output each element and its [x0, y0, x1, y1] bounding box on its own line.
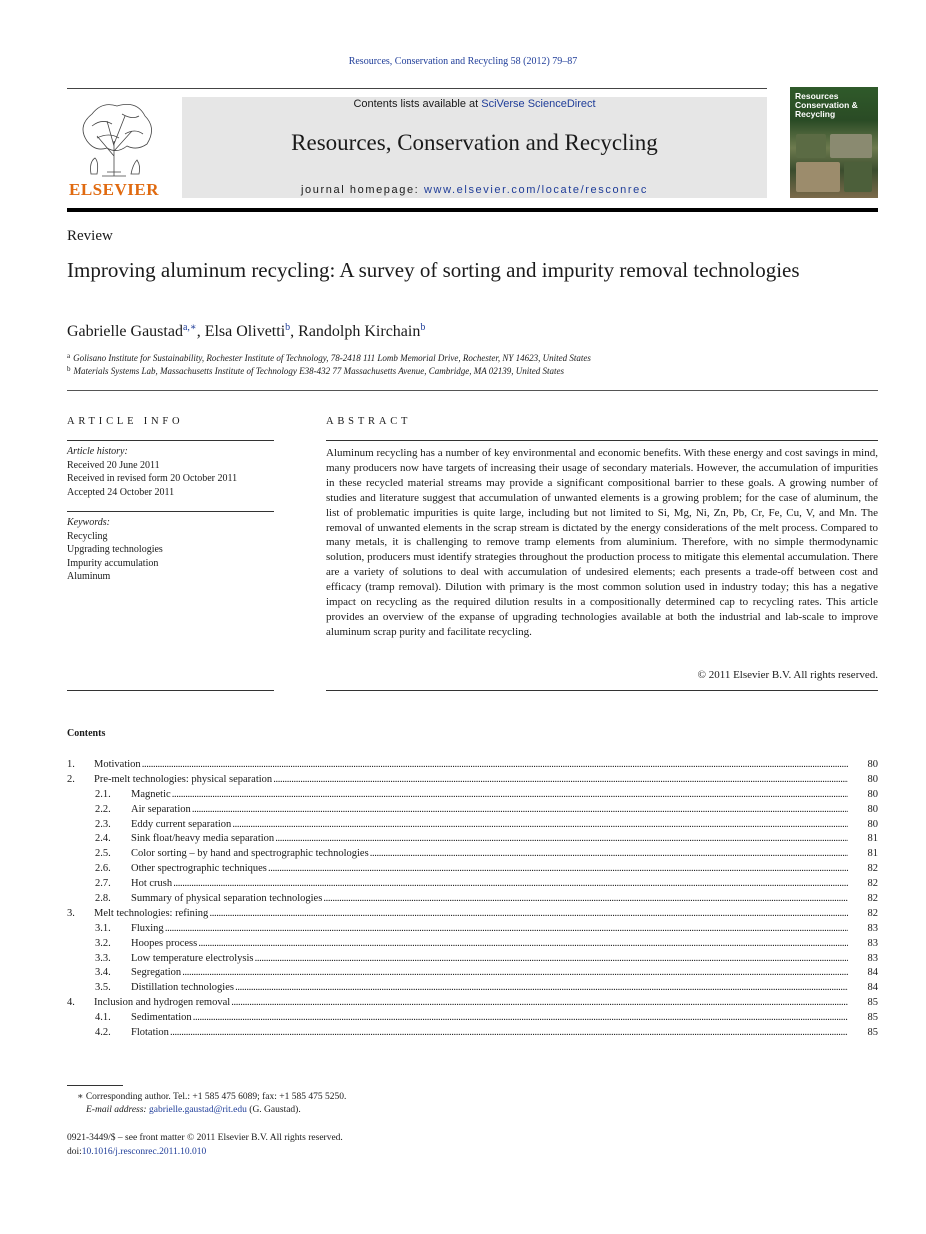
article-info-heading: ARTICLE INFO	[67, 416, 184, 427]
abstract-text: Aluminum recycling has a number of key environmental and economic benefits. With these energy and cost savings in mind, many producers now have targets of increasing their usage of secondary materials. However, the accumulation of impurities in these recycled material streams may provide a significant compositional barrier to these goals. A growing number of studies and literature suggest that accumulation of unwanted elements is a growing problem; for the case of aluminum, the list of problematic impurities is quite large, including but not limited to Si, Mg, Ni, Zn, Pb, Cr, Fe, Cu, V, and Mn. The removal of unwanted elements in the scrap stream is dictated by the energy considerations of the melt process. Compared to many metals, it is challenging to remove tramp elements from aluminium. Therefore, with no simple thermodynamic solution, producers must identify strategies throughout the production process to mitigate this elemental accumulation. There are a variety of solutions to deal with accumulation of undesired elements; each presents a trade-off between cost and efficacy (tramp removal). Dilution with primary is the most common solution used in industry today; this has a negative impact on recycling as the required dilution results in a compositionally determined cap to recycling rates. This article provides an overview of the expanse of upgrading technologies available at both the industrial and lab-scale to improve aluminum scrap purity and facilitate recycling.	[326, 447, 878, 638]
table-of-contents	[67, 758, 878, 1041]
toc-entry-page: 82	[867, 863, 878, 875]
toc-entry-number: 2.8.	[95, 893, 111, 905]
toc-entry-label[interactable]: Magnetic . . .	[131, 788, 848, 803]
abstract-rule	[326, 440, 878, 441]
toc-entry[interactable]	[67, 952, 878, 967]
corresponding-author-note: ∗ Corresponding author. Tel.: +1 585 475 6089; fax: +1 585 475 5250.	[77, 1092, 347, 1102]
toc-entry-page: 80	[867, 759, 878, 770]
affiliation-text: Materials Systems Lab, Massachusetts Institute of Technology E38-432 77 Massachusetts Avenue, Cambridge, MA 02139, United States	[73, 366, 565, 376]
history-revised: Received in revised form 20 October 2011	[67, 473, 238, 484]
toc-entry[interactable]	[67, 996, 878, 1011]
contents-available-line	[182, 98, 767, 110]
toc-entry-number: 3.5.	[95, 982, 111, 994]
email-label: E-mail address:	[86, 1105, 149, 1115]
toc-entry-number: 4.1.	[95, 1012, 111, 1024]
doi-link[interactable]: 10.1016/j.resconrec.2011.10.010	[81, 1147, 207, 1157]
footnote-rule	[67, 1085, 123, 1086]
toc-entry-label[interactable]: Other spectrographic techniques . . .	[131, 862, 848, 877]
toc-entry[interactable]	[67, 758, 878, 773]
toc-entry-page: 83	[867, 937, 878, 949]
toc-entry-number: 1.	[67, 759, 75, 770]
author-name[interactable]: Elsa Olivetti	[204, 323, 286, 340]
sciencedirect-link[interactable]: SciVerse ScienceDirect	[481, 98, 596, 110]
affiliation-mark: b	[67, 365, 71, 373]
toc-entry-number: 2.3.	[95, 818, 111, 830]
keywords-label: Keywords:	[67, 517, 110, 528]
toc-entry-label[interactable]: Hoopes process . . .	[131, 937, 848, 952]
toc-entry[interactable]	[67, 937, 878, 952]
keyword: Impurity accumulation	[67, 557, 159, 569]
author-affiliation-mark[interactable]: b	[420, 322, 426, 333]
doi-label: doi:	[67, 1147, 82, 1157]
toc-entry[interactable]	[67, 877, 878, 892]
issn-line: 0921-3449/$ – see front matter © 2011 Elsevier B.V. All rights reserved.	[67, 1133, 343, 1143]
cover-title-line-1: Resources	[795, 91, 839, 101]
toc-entry-page: 80	[867, 788, 878, 800]
toc-entry-page: 83	[867, 922, 878, 934]
toc-entry-label[interactable]: Hot crush . . .	[131, 877, 848, 892]
toc-entry-page: 85	[867, 997, 878, 1009]
article-info-rule	[67, 440, 274, 441]
elsevier-wordmark: ELSEVIER	[69, 180, 159, 199]
toc-entry[interactable]	[67, 847, 878, 862]
toc-entry[interactable]	[67, 1026, 878, 1041]
journal-homepage-line	[182, 184, 767, 196]
header-divider	[67, 390, 878, 391]
toc-entry-number: 3.2.	[95, 937, 111, 949]
toc-entry-page: 84	[867, 982, 878, 994]
cover-photo	[796, 162, 840, 192]
toc-entry-number: 2.7.	[95, 878, 111, 890]
toc-entry[interactable]	[67, 862, 878, 877]
toc-entry-number: 2.4.	[95, 833, 111, 845]
toc-entry[interactable]	[67, 788, 878, 803]
keywords	[67, 516, 277, 584]
toc-entry-label[interactable]: Flotation . . .	[131, 1026, 848, 1041]
toc-entry[interactable]	[67, 907, 878, 922]
homepage-link[interactable]: www.elsevier.com/locate/resconrec	[424, 184, 648, 196]
article-type: Review	[67, 228, 113, 244]
toc-entry-label[interactable]: Distillation technologies . . .	[131, 981, 848, 996]
toc-entry-number: 3.3.	[95, 952, 111, 964]
masthead-top-rule	[67, 88, 767, 89]
masthead-bottom-rule	[67, 208, 878, 212]
toc-entry-page: 84	[867, 967, 878, 979]
cover-title-line-3: Recycling	[795, 109, 836, 119]
cover-photo	[796, 134, 826, 158]
affiliation-text: Golisano Institute for Sustainability, Rochester Institute of Technology, 78-2418 111 Lomb Memorial Drive, Rochester, NY 14623, United States	[73, 353, 591, 363]
history-accepted: Accepted 24 October 2011	[67, 486, 175, 498]
toc-entry-label[interactable]: Motivation . . .	[94, 758, 848, 773]
toc-entry-label[interactable]: Inclusion and hydrogen removal . . .	[94, 996, 848, 1011]
homepage-label: journal homepage:	[301, 184, 424, 196]
toc-entry-label[interactable]: Low temperature electrolysis . . .	[131, 952, 848, 967]
affiliation	[67, 352, 591, 363]
toc-entry-page: 83	[867, 952, 878, 964]
toc-entry-number: 2.1.	[95, 788, 111, 800]
email-link[interactable]: gabrielle.gaustad@rit.edu	[148, 1105, 247, 1115]
abstract-rule	[326, 690, 878, 691]
toc-entry-label[interactable]: Summary of physical separation technologies . . .	[131, 892, 848, 907]
cover-title	[795, 92, 875, 119]
author-list: Gabrielle Gaustad$^{a,∗}$, Elsa Olivetti$^b$, Randolph Kirchain$^b$	[67, 322, 426, 340]
author-name[interactable]: Randolph Kirchain	[298, 323, 421, 340]
keyword: Aluminum	[67, 571, 111, 582]
cover-photo	[830, 134, 872, 158]
toc-entry-number: 3.1.	[95, 922, 111, 934]
affiliation-mark: a	[67, 352, 71, 360]
journal-citation[interactable]: Resources, Conservation and Recycling 58 (2012) 79–87	[348, 56, 578, 67]
toc-entry[interactable]	[67, 832, 878, 847]
history-received: Received 20 June 2011	[67, 459, 160, 471]
author-affiliation-mark[interactable]: b	[285, 322, 291, 333]
toc-entry[interactable]	[67, 892, 878, 907]
journal-title: Resources, Conservation and Recycling	[291, 130, 658, 155]
email-note	[86, 1105, 301, 1115]
toc-entry[interactable]	[67, 966, 878, 981]
contents-heading: Contents	[67, 728, 106, 739]
abstract-heading: ABSTRACT	[326, 416, 412, 427]
toc-entry-page: 80	[867, 773, 878, 785]
toc-entry[interactable]	[67, 818, 878, 833]
toc-entry-label[interactable]: Eddy current separation . . .	[131, 818, 848, 833]
toc-entry-page: 82	[867, 907, 878, 919]
author-name[interactable]: Gabrielle Gaustad	[67, 323, 183, 340]
toc-entry[interactable]	[67, 922, 878, 937]
toc-entry-number: 2.5.	[95, 848, 111, 860]
toc-entry-number: 2.6.	[95, 863, 111, 875]
email-suffix: (G. Gaustad).	[246, 1105, 301, 1115]
article-history-label: Article history:	[67, 446, 128, 457]
toc-entry-number: 4.	[67, 997, 75, 1009]
cover-title-line-2: Conservation &	[795, 100, 858, 110]
toc-entry-number: 2.2.	[95, 803, 111, 815]
toc-entry-label[interactable]: Air separation . . .	[131, 803, 848, 818]
toc-entry[interactable]	[67, 981, 878, 996]
toc-entry-label[interactable]: Sink float/heavy media separation . . .	[131, 832, 848, 847]
toc-entry-page: 82	[867, 878, 878, 890]
doi-line	[67, 1147, 206, 1157]
article-history	[67, 445, 277, 499]
article-info-rule	[67, 511, 274, 512]
cover-photo	[844, 162, 872, 192]
toc-entry-label[interactable]: Segregation . . .	[131, 966, 848, 981]
article-title: Improving aluminum recycling: A survey of sorting and impurity removal technologies	[67, 258, 800, 282]
toc-entry-label[interactable]: Fluxing . . .	[131, 922, 848, 937]
toc-entry-label[interactable]: Melt technologies: refining . . .	[94, 907, 848, 922]
article-info-rule	[67, 690, 274, 691]
toc-entry-number: 4.2.	[95, 1027, 111, 1039]
toc-entry-page: 81	[867, 848, 878, 860]
keyword: Upgrading technologies	[67, 544, 163, 555]
toc-entry-number: 3.	[67, 907, 75, 919]
toc-entry-number: 2.	[67, 773, 75, 785]
toc-entry-label[interactable]: Color sorting – by hand and spectrographic technologies . . .	[131, 847, 848, 862]
toc-entry-number: 3.4.	[95, 967, 111, 979]
affiliation	[67, 365, 564, 376]
toc-entry[interactable]	[67, 773, 878, 788]
toc-entry-page: 80	[867, 803, 878, 815]
contents-available-text: Contents lists available at	[353, 98, 482, 110]
toc-entry-page: 85	[867, 1027, 878, 1039]
journal-cover-thumbnail[interactable]	[790, 87, 878, 198]
toc-entry-page: 82	[867, 893, 878, 905]
toc-entry[interactable]	[67, 803, 878, 818]
toc-entry-label[interactable]: Sedimentation . . .	[131, 1011, 848, 1026]
toc-entry-page: 80	[867, 818, 878, 830]
toc-entry[interactable]	[67, 1011, 878, 1026]
toc-entry-page: 85	[867, 1012, 878, 1024]
toc-entry-label[interactable]: Pre-melt technologies: physical separation . . .	[94, 773, 848, 788]
abstract-copyright: © 2011 Elsevier B.V. All rights reserved.	[697, 669, 878, 681]
keyword: Recycling	[67, 530, 108, 542]
author-affiliation-mark[interactable]: a,∗	[182, 322, 197, 333]
toc-entry-page: 81	[867, 833, 878, 845]
